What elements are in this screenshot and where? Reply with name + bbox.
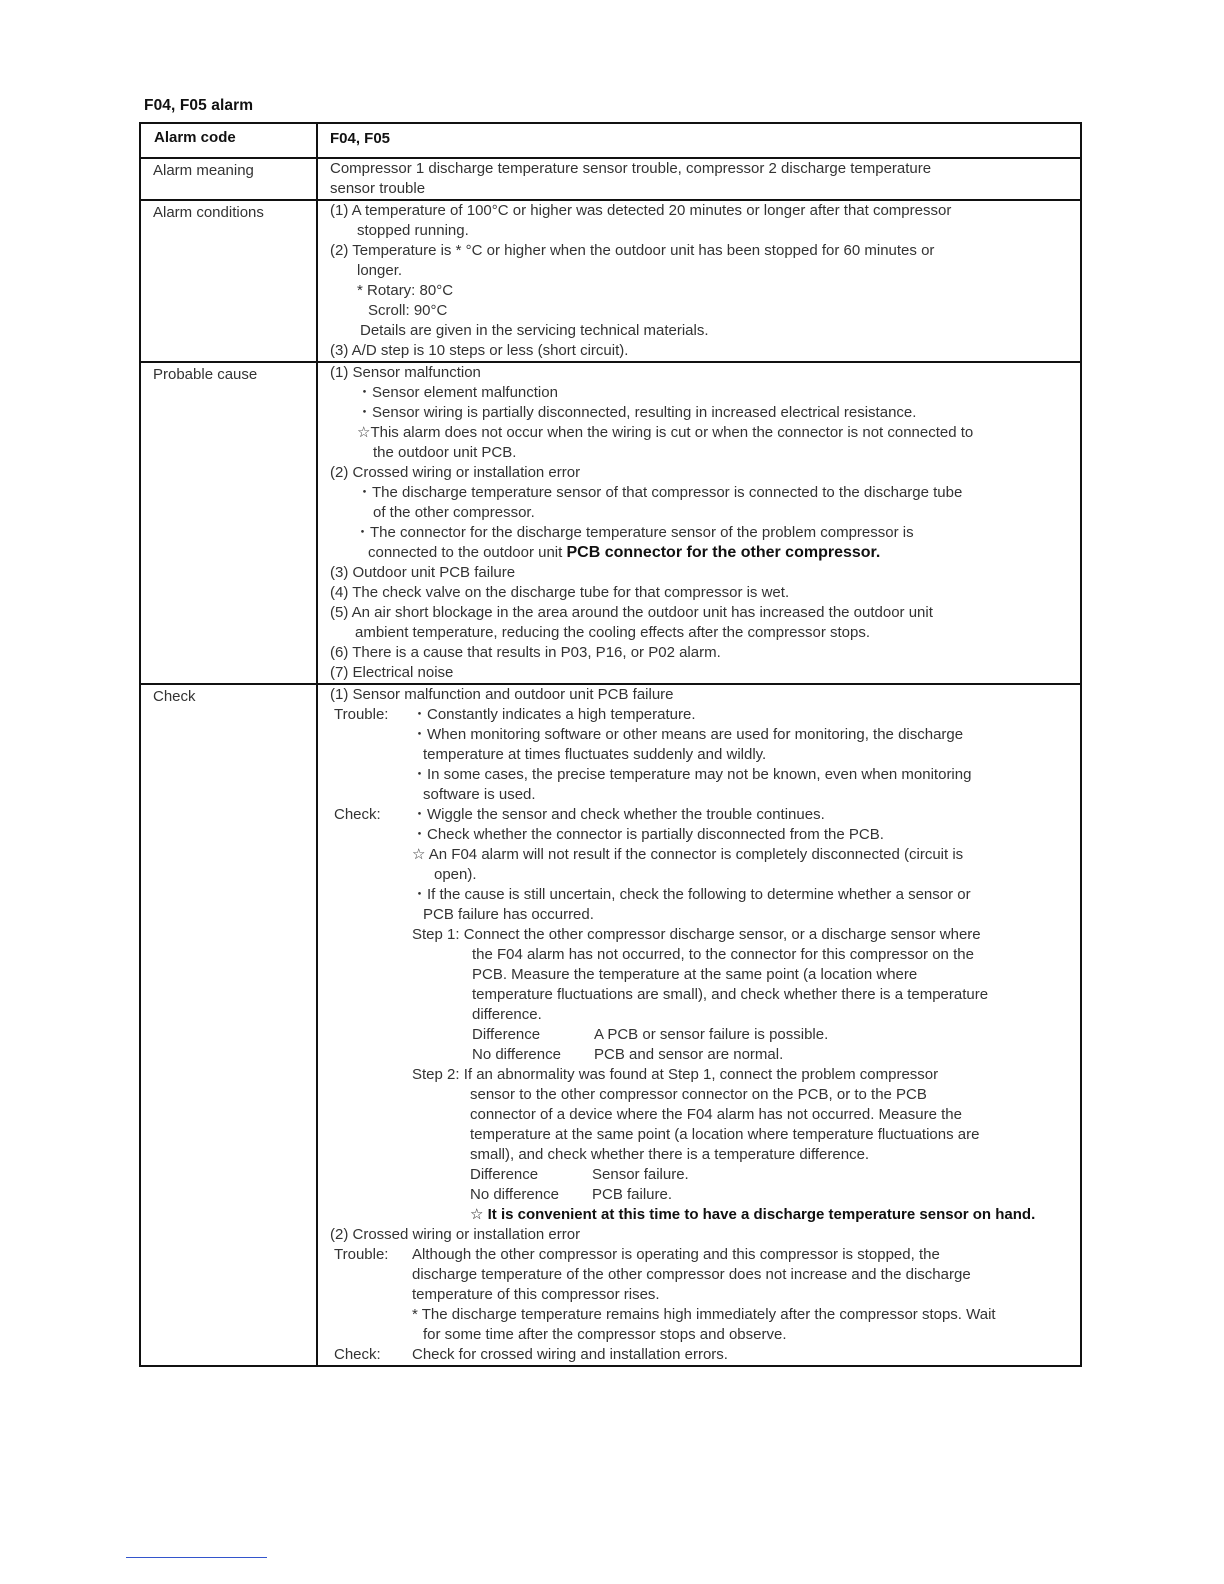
text-line: ☆ It is convenient at this time to have a discharge temperature sensor on hand. — [470, 1206, 1036, 1223]
text-line — [330, 805, 1080, 825]
text-line: open). — [434, 866, 477, 883]
text-line: (2) Crossed wiring or installation error — [330, 1226, 581, 1243]
text-span: ・Constantly indicates a high temperature. — [412, 706, 696, 723]
text-line: sensor to the other compressor connector on the PCB, or to the PCB — [470, 1086, 927, 1103]
table-row-alarm-conditions — [140, 200, 1081, 362]
text-line — [330, 1165, 1080, 1185]
text-line: discharge temperature of the other compressor does not increase and the discharge — [412, 1266, 971, 1283]
check-sub-label: Check: — [334, 1346, 381, 1363]
text-line: (7) Electrical noise — [330, 664, 454, 681]
footer-rule — [126, 1557, 267, 1558]
text-line: temperature at times fluctuates suddenly and wildly. — [423, 746, 767, 763]
text-line: Scroll: 90°C — [368, 302, 448, 319]
text-line: sensor trouble — [330, 180, 426, 197]
text-line: difference. — [472, 1006, 542, 1023]
text-span: ・Wiggle the sensor and check whether the trouble continues. — [412, 806, 825, 823]
page-title: F04, F05 alarm — [144, 97, 254, 114]
text-line: ・The discharge temperature sensor of that compressor is connected to the discharge tube — [357, 484, 963, 501]
result-key: No difference — [472, 1046, 561, 1063]
alarm-table — [139, 122, 1082, 1367]
result-value: PCB failure. — [592, 1186, 673, 1203]
result-key: Difference — [470, 1166, 539, 1183]
text-line: ・In some cases, the precise temperature may not be known, even when monitoring — [412, 766, 972, 783]
text-line — [330, 1245, 1080, 1265]
text-line: ☆This alarm does not occur when the wiring is cut or when the connector is not connected to — [357, 424, 974, 441]
text-line: (1) Sensor malfunction — [330, 364, 481, 381]
text-line: the F04 alarm has not occurred, to the connector for this compressor on the — [472, 946, 974, 963]
text-line: temperature fluctuations are small), and check whether there is a temperature — [472, 986, 989, 1003]
text-line: PCB failure has occurred. — [423, 906, 594, 923]
text-line: ・Check whether the connector is partially disconnected from the PCB. — [412, 826, 884, 843]
trouble-label: Trouble: — [334, 1246, 389, 1263]
text-line: * The discharge temperature remains high immediately after the compressor stops. Wait — [412, 1306, 996, 1323]
table-row-alarm-meaning — [140, 158, 1081, 200]
alarm-meaning-value — [317, 158, 1081, 200]
text-line: (3) Outdoor unit PCB failure — [330, 564, 516, 581]
text-line — [330, 1025, 1080, 1045]
alarm-code-label: Alarm code — [140, 123, 317, 158]
result-value: Sensor failure. — [592, 1166, 689, 1183]
text-line: the outdoor unit PCB. — [373, 444, 517, 461]
alarm-code-value: F04, F05 — [317, 123, 1081, 158]
result-key: No difference — [470, 1186, 559, 1203]
table-row-check — [140, 684, 1081, 1366]
text-line: (2) Temperature is * °C or higher when the outdoor unit has been stopped for 60 minutes or — [330, 242, 935, 259]
text-line: temperature of this compressor rises. — [412, 1286, 660, 1303]
text-line: software is used. — [423, 786, 536, 803]
text-line: (1) A temperature of 100°C or higher was detected 20 minutes or longer after that compressor — [330, 202, 952, 219]
check-value — [317, 684, 1081, 1366]
text-line: for some time after the compressor stops and observe. — [423, 1326, 787, 1343]
result-value: PCB and sensor are normal. — [594, 1046, 784, 1063]
text-line: longer. — [357, 262, 403, 279]
check-sub-label: Check: — [334, 806, 381, 823]
text-line: ambient temperature, reducing the cooling effects after the compressor stops. — [355, 624, 870, 641]
text-line: Details are given in the servicing technical materials. — [360, 322, 709, 339]
table-row-alarm-code — [140, 123, 1081, 158]
alarm-conditions-label: Alarm conditions — [140, 200, 317, 362]
text-span: Although the other compressor is operating and this compressor is stopped, the — [412, 1246, 940, 1263]
text-line: temperature at the same point (a location where temperature fluctuations are — [470, 1126, 980, 1143]
check-label: Check — [140, 684, 317, 1366]
text-line: ・The connector for the discharge temperature sensor of the problem compressor is — [355, 524, 914, 541]
text-line — [330, 1045, 1080, 1065]
trouble-label: Trouble: — [334, 706, 389, 723]
probable-cause-label: Probable cause — [140, 362, 317, 684]
text-line: Step 2: If an abnormality was found at Step 1, connect the problem compressor — [412, 1066, 939, 1083]
text-line: (5) An air short blockage in the area around the outdoor unit has increased the outdoor unit — [330, 604, 933, 621]
text-line: small), and check whether there is a temperature difference. — [470, 1146, 870, 1163]
text-span: Check for crossed wiring and installation errors. — [412, 1346, 728, 1363]
text-line: (6) There is a cause that results in P03, P16, or P02 alarm. — [330, 644, 721, 661]
text-line: ☆ An F04 alarm will not result if the connector is completely disconnected (circuit is — [412, 846, 964, 863]
probable-cause-value — [317, 362, 1081, 684]
text-line: of the other compressor. — [373, 504, 535, 521]
text-line — [330, 1345, 1080, 1365]
text-line: ・Sensor wiring is partially disconnected, resulting in increased electrical resistance. — [357, 404, 917, 421]
text-line: Compressor 1 discharge temperature sensor trouble, compressor 2 discharge temperature — [330, 160, 932, 177]
text-span: PCB connector for the other compressor. — [566, 544, 881, 561]
text-line — [330, 543, 1080, 563]
result-value: A PCB or sensor failure is possible. — [594, 1026, 829, 1043]
table-row-probable-cause — [140, 362, 1081, 684]
alarm-meaning-label: Alarm meaning — [140, 158, 317, 200]
text-line — [330, 1185, 1080, 1205]
result-key: Difference — [472, 1026, 541, 1043]
text-line: Step 1: Connect the other compressor discharge sensor, or a discharge sensor where — [412, 926, 981, 943]
text-span: connected to the outdoor unit — [368, 544, 567, 561]
text-line: (1) Sensor malfunction and outdoor unit PCB failure — [330, 686, 674, 703]
text-line: ・Sensor element malfunction — [357, 384, 558, 401]
text-line: (3) A/D step is 10 steps or less (short circuit). — [330, 342, 629, 359]
text-line: (2) Crossed wiring or installation error — [330, 464, 581, 481]
text-line: * Rotary: 80°C — [357, 282, 454, 299]
text-line — [330, 705, 1080, 725]
text-line: connector of a device where the F04 alarm has not occurred. Measure the — [470, 1106, 962, 1123]
text-line: PCB. Measure the temperature at the same point (a location where — [472, 966, 918, 983]
text-line: ・If the cause is still uncertain, check the following to determine whether a sensor or — [412, 886, 971, 903]
alarm-conditions-value — [317, 200, 1081, 362]
text-line: ・When monitoring software or other means are used for monitoring, the discharge — [412, 726, 964, 743]
text-line: (4) The check valve on the discharge tube for that compressor is wet. — [330, 584, 790, 601]
text-line: stopped running. — [357, 222, 469, 239]
